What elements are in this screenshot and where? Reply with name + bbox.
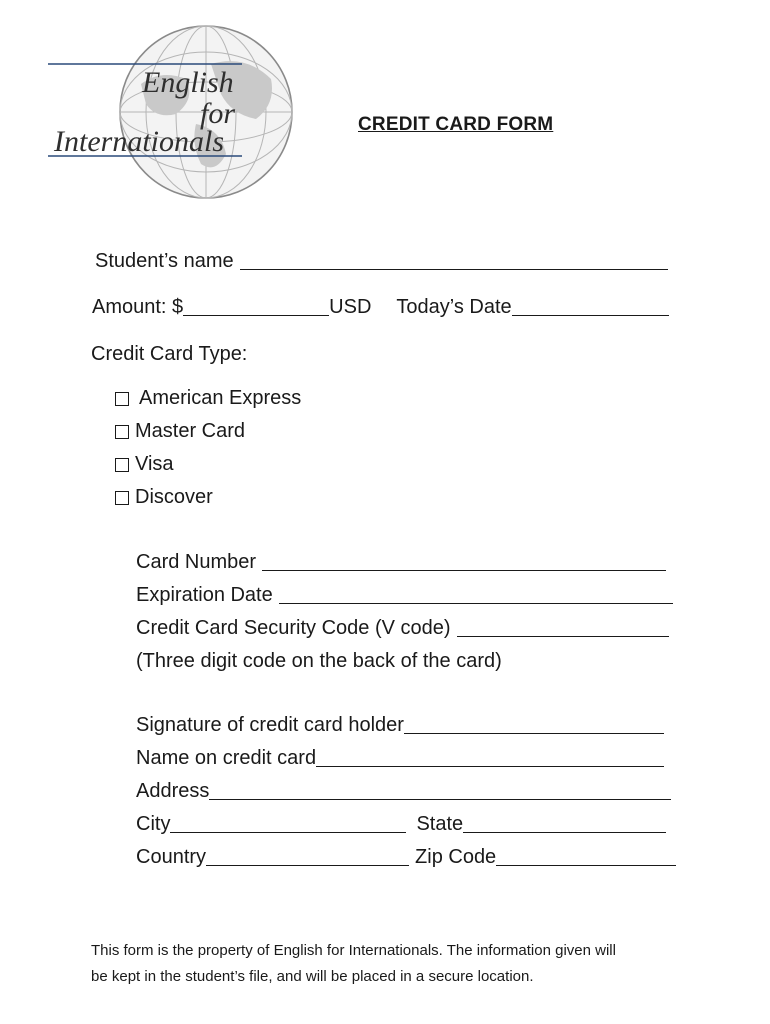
- card-type-label-visa: Visa: [135, 453, 174, 475]
- company-logo: [46, 24, 296, 204]
- student-name-field[interactable]: [240, 251, 668, 270]
- logo-text-internationals: Internationals: [54, 125, 224, 158]
- logo-text-for: for: [200, 97, 236, 130]
- form-title: CREDIT CARD FORM: [358, 114, 554, 135]
- amount-field[interactable]: [183, 297, 329, 316]
- card-type-option-discover[interactable]: [115, 486, 213, 509]
- name-on-card-row: [136, 747, 664, 770]
- state-label: State: [416, 813, 464, 835]
- card-type-option-amex[interactable]: [115, 387, 301, 410]
- address-label: Address: [136, 780, 210, 802]
- signature-field[interactable]: [404, 715, 664, 734]
- checkbox[interactable]: [115, 425, 129, 439]
- signature-row: [136, 714, 664, 737]
- address-row: [136, 780, 671, 803]
- card-type-label: Credit Card Type:: [91, 343, 248, 365]
- state-field[interactable]: [463, 814, 666, 833]
- card-type-option-visa[interactable]: [115, 453, 174, 476]
- name-on-card-field[interactable]: [316, 748, 664, 767]
- amount-label: Amount: $: [92, 296, 184, 318]
- card-type-label-discover: Discover: [135, 486, 213, 508]
- city-field[interactable]: [170, 814, 406, 833]
- student-name-row: [95, 250, 668, 273]
- student-name-label: Student’s name: [95, 250, 234, 272]
- city-state-row: [136, 813, 666, 836]
- todays-date-field[interactable]: [512, 297, 669, 316]
- security-code-row: [136, 617, 669, 640]
- todays-date-label: Today’s Date: [396, 296, 512, 318]
- footer-line-1: This form is the property of English for Internationals. The information given will: [91, 942, 616, 959]
- logo-text-english: English: [142, 66, 234, 99]
- country-field[interactable]: [206, 847, 409, 866]
- card-number-row: [136, 551, 666, 574]
- address-field[interactable]: [209, 781, 671, 800]
- amount-row: [92, 296, 669, 319]
- card-type-label-amex: American Express: [139, 387, 302, 409]
- checkbox[interactable]: [115, 458, 129, 472]
- card-number-label: Card Number: [136, 551, 257, 573]
- zip-field[interactable]: [496, 847, 676, 866]
- country-label: Country: [136, 846, 207, 868]
- expiration-label: Expiration Date: [136, 584, 273, 606]
- security-code-field[interactable]: [457, 618, 669, 637]
- card-type-option-mastercard[interactable]: [115, 420, 245, 443]
- city-label: City: [136, 813, 171, 835]
- checkbox[interactable]: [115, 392, 129, 406]
- name-on-card-label: Name on credit card: [136, 747, 317, 769]
- currency-label: USD: [329, 296, 372, 318]
- expiration-field[interactable]: [279, 585, 673, 604]
- footer-disclaimer: [91, 938, 691, 990]
- expiration-row: [136, 584, 673, 607]
- security-code-label: Credit Card Security Code (V code): [136, 617, 451, 639]
- card-type-label-mastercard: Master Card: [135, 420, 246, 442]
- security-code-note: (Three digit code on the back of the card): [136, 650, 502, 672]
- footer-line-2: be kept in the student’s file, and will be placed in a secure location.: [91, 968, 534, 985]
- globe-icon: [46, 24, 296, 204]
- zip-label: Zip Code: [415, 846, 497, 868]
- country-zip-row: [136, 846, 676, 869]
- card-number-field[interactable]: [262, 552, 666, 571]
- signature-label: Signature of credit card holder: [136, 714, 404, 736]
- checkbox[interactable]: [115, 491, 129, 505]
